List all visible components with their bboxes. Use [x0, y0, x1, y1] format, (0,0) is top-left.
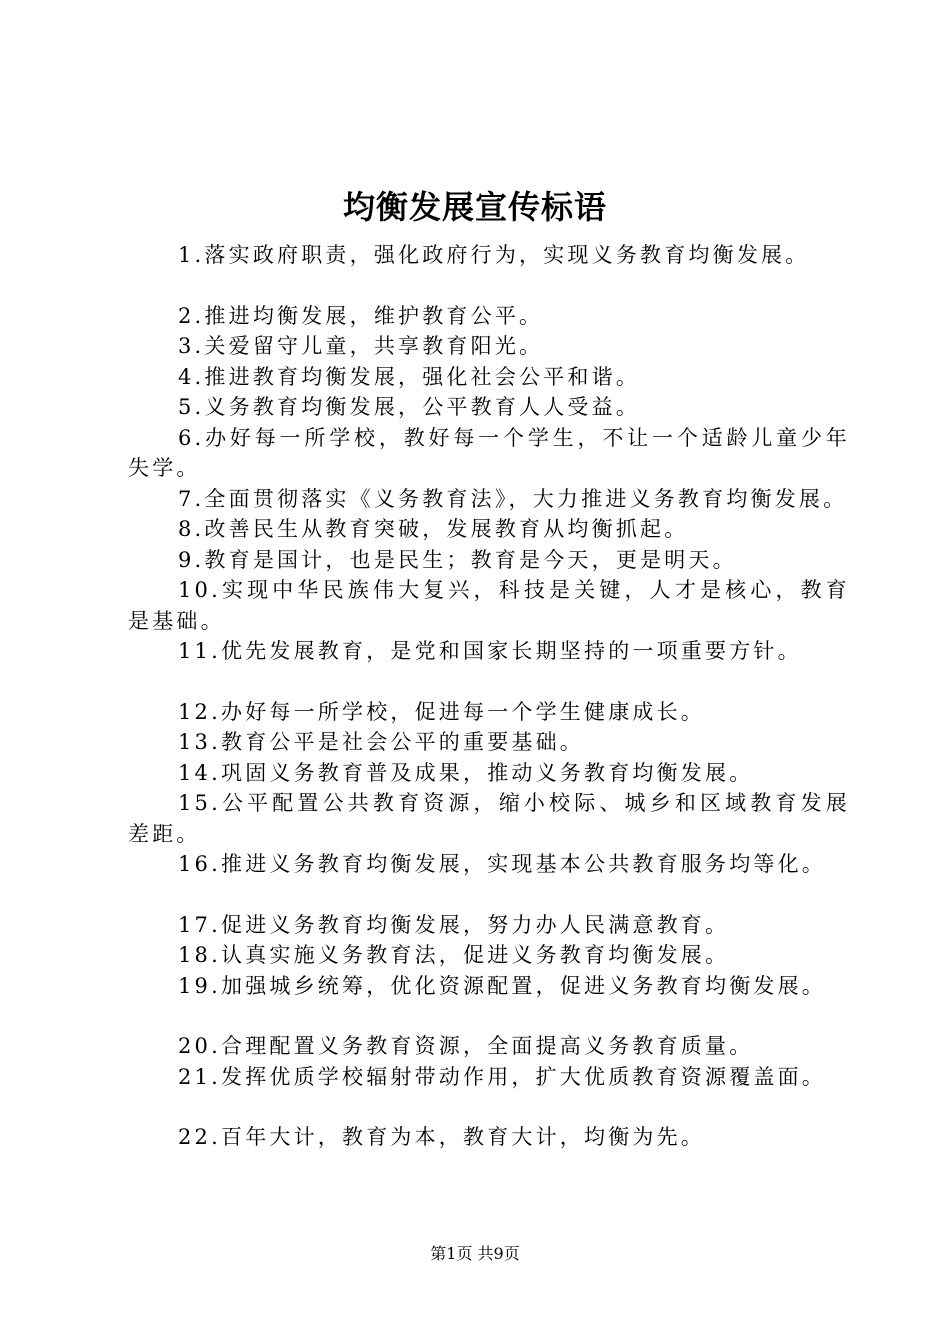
list-item: 1.落实政府职责，强化政府行为，实现义务教育均衡发展。: [178, 243, 810, 267]
slogan-list: [128, 240, 850, 1153]
list-item: 22.百年大计，教育为本，教育大计，均衡为先。: [178, 1125, 705, 1149]
list-item: 13.教育公平是社会公平的重要基础。: [178, 730, 584, 754]
list-item: 7.全面贯彻落实《义务教育法》，大力推进义务教育均衡发展。: [178, 486, 848, 511]
page-footer: 第1页 共9页: [430, 1244, 520, 1263]
list-item: 2.推进均衡发展，维护教育公平。: [178, 303, 544, 328]
list-item: 5.义务教育均衡发展，公平教育人人受益。: [178, 395, 641, 419]
list-item: 6.办好每一所学校，教好每一个学生，不让一个适龄儿童少年失学。: [128, 425, 850, 480]
list-item: 19.加强城乡统筹，优化资源配置，促进义务教育均衡发展。: [178, 973, 826, 998]
list-item: 21.发挥优质学校辐射带动作用，扩大优质教育资源覆盖面。: [178, 1064, 826, 1089]
list-item: 15.公平配置公共教育资源，缩小校际、城乡和区域教育发展差距。: [128, 791, 850, 846]
list-item: 3.关爱留守儿童，共享教育阳光。: [178, 334, 544, 358]
list-item: 18.认真实施义务教育法，促进义务教育均衡发展。: [178, 943, 730, 967]
list-item: 20.合理配置义务教育资源，全面提高义务教育质量。: [178, 1034, 754, 1058]
list-item: 9.教育是国计，也是民生；教育是今天，更是明天。: [178, 547, 737, 572]
list-item: 8.改善民生从教育突破，发展教育从均衡抓起。: [178, 517, 689, 541]
list-item: 16.推进义务教育均衡发展，实现基本公共教育服务均等化。: [178, 852, 826, 876]
list-item: 14.巩固义务教育普及成果，推动义务教育均衡发展。: [178, 760, 754, 785]
document-title: 均衡发展宣传标语: [342, 188, 607, 226]
list-item: 12.办好每一所学校，促进每一个学生健康成长。: [178, 699, 705, 724]
list-item: 17.促进义务教育均衡发展，努力办人民满意教育。: [178, 912, 730, 937]
list-item: 4.推进教育均衡发展，强化社会公平和谐。: [178, 364, 641, 389]
list-item: 11.优先发展教育，是党和国家长期坚持的一项重要方针。: [178, 639, 802, 663]
list-item: 10.实现中华民族伟大复兴，科技是关键，人才是核心，教育是基础。: [128, 578, 850, 633]
